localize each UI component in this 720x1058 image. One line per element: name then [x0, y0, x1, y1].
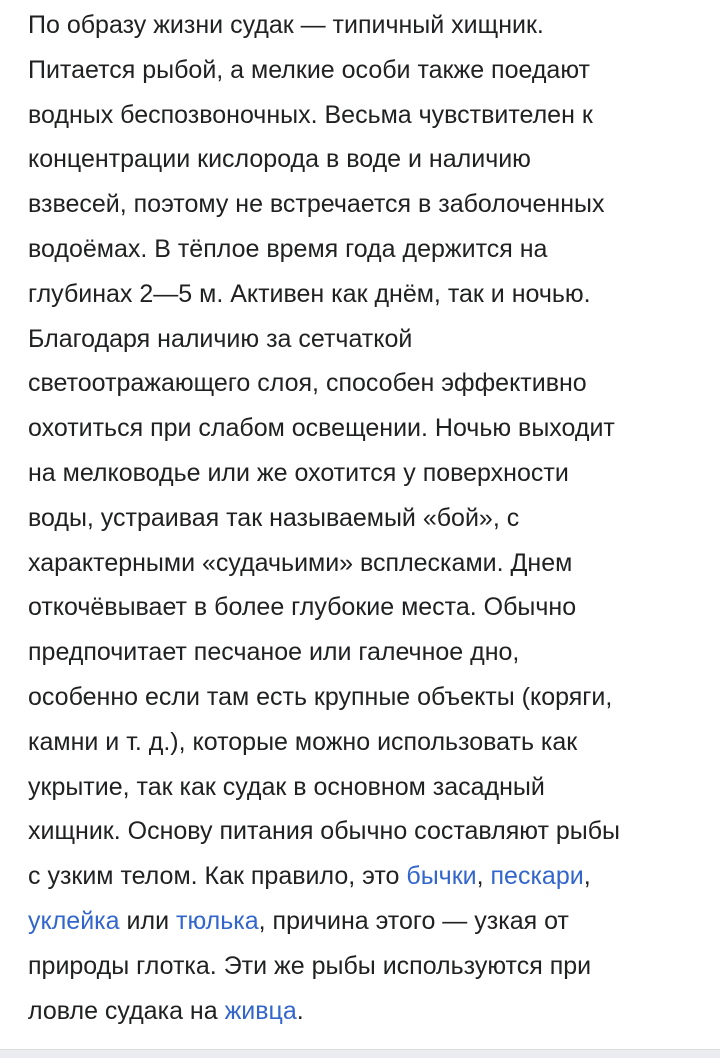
- text-line: [28, 854, 690, 899]
- text-line: на мелководье или же охотится у поверхности: [28, 458, 569, 487]
- text-line: Питается рыбой, а мелкие особи также поедают: [28, 55, 590, 84]
- text-line: светоотражающего слоя, способен эффективно: [28, 369, 587, 398]
- text-line: [28, 989, 690, 1034]
- text-line: водоёмах. В тёплое время года держится на: [28, 234, 548, 263]
- text-fragment: ,: [583, 862, 591, 891]
- text-line: Благодаря наличию за сетчаткой: [28, 324, 413, 353]
- text-line: охотиться при слабом освещении. Ночью выходит: [28, 414, 615, 443]
- text-line: откочёвывает в более глубокие места. Обычно: [28, 593, 577, 622]
- text-fragment: с узким телом. Как правило, это: [28, 862, 407, 891]
- link-peskari[interactable]: пескари: [490, 862, 584, 891]
- link-ukleyka[interactable]: уклейка: [28, 906, 120, 935]
- text-line: водных беспозвоночных. Весьма чувствителен к: [28, 100, 593, 129]
- link-bychki[interactable]: бычки: [406, 862, 477, 891]
- text-line: хищник. Основу питания обычно составляют рыбы: [28, 817, 621, 846]
- text-line: концентрации кислорода в воде и наличию: [28, 145, 531, 174]
- section-divider: [0, 1049, 720, 1058]
- text-fragment: .: [296, 996, 304, 1025]
- text-line: воды, устраивая так называемый «бой», с: [28, 503, 520, 532]
- text-fragment: , причина этого — узкая от: [258, 906, 569, 935]
- text-fragment: ,: [476, 862, 491, 891]
- article-paragraph: [28, 0, 690, 1033]
- text-line: укрытие, так как судак в основном засадный: [28, 772, 545, 801]
- text-line: камни и т. д.), которые можно использовать как: [28, 727, 578, 756]
- text-line: По образу жизни судак — типичный хищник.: [28, 11, 544, 39]
- text-line: глубинах 2—5 м. Активен как днём, так и ночью.: [28, 279, 591, 308]
- link-tyulka[interactable]: тюлька: [176, 906, 259, 935]
- text-line: природы глотка. Эти же рыбы используются при: [28, 951, 592, 980]
- text-line: характерными «судачьими» всплесками. Днем: [28, 548, 573, 577]
- text-line: взвесей, поэтому не встречается в заболоченных: [28, 190, 605, 219]
- text-fragment: или: [119, 906, 176, 935]
- text-fragment: ловле судака на: [28, 996, 225, 1025]
- text-line: [28, 899, 690, 944]
- text-line: предпочитает песчаное или галечное дно,: [28, 638, 520, 667]
- text-line: особенно если там есть крупные объекты (коряги,: [28, 682, 613, 711]
- link-zhivets[interactable]: живца: [224, 996, 297, 1025]
